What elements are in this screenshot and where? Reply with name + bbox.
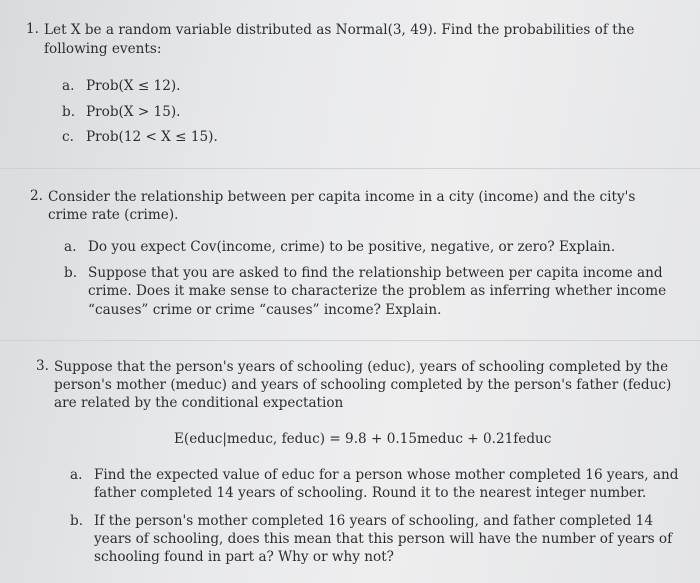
question-2-number: 2. xyxy=(30,188,43,204)
question-2-line-1: Consider the relationship between per capita income in a city (income) and the city's xyxy=(48,189,636,205)
question-3-number: 3. xyxy=(36,358,49,374)
item-text: Suppose that you are asked to find the relationship between per capita income and xyxy=(88,265,663,281)
item-text: Prob(12 < X ≤ 15). xyxy=(86,129,218,145)
question-3-item-b xyxy=(70,512,653,530)
item-text: Prob(X > 15). xyxy=(86,104,181,120)
item-label: b. xyxy=(70,513,84,529)
question-1-item-a xyxy=(62,77,180,95)
question-1-line-1: Let X be a random variable distributed as Normal(3, 49). Find the probabilities of the xyxy=(44,22,635,38)
item-label: a. xyxy=(70,467,83,483)
question-3-item-a xyxy=(70,466,678,484)
question-3-line-3: are related by the conditional expectation xyxy=(54,395,344,411)
section-divider xyxy=(0,340,700,341)
question-2-item-b-line-2: crime. Does it make sense to characterize the problem as inferring whether income xyxy=(88,283,667,299)
question-1-item-c xyxy=(62,128,218,146)
question-3-item-b-line-3: schooling found in part a? Why or why not? xyxy=(94,549,394,565)
question-3-item-b-line-2: years of schooling, does this mean that this person will have the number of years of xyxy=(94,531,673,547)
question-1-number: 1. xyxy=(26,21,39,37)
question-1-item-b xyxy=(62,103,180,121)
section-divider xyxy=(0,168,700,169)
item-label: b. xyxy=(64,265,78,281)
question-2-item-b xyxy=(64,264,663,282)
question-1-line-2: following events: xyxy=(44,41,162,57)
item-label: a. xyxy=(62,78,75,94)
item-label: b. xyxy=(62,104,76,120)
item-label: c. xyxy=(62,129,74,145)
item-text: Prob(X ≤ 12). xyxy=(86,78,181,94)
question-2-line-2: crime rate (crime). xyxy=(48,207,179,223)
question-2-item-a xyxy=(64,238,615,256)
item-label: a. xyxy=(64,239,77,255)
conditional-expectation-equation: E(educ|meduc, feduc) = 9.8 + 0.15meduc + 0.21feduc xyxy=(174,431,552,447)
item-text: Do you expect Cov(income, crime) to be positive, negative, or zero? Explain. xyxy=(88,239,616,255)
question-2-item-b-line-3: “causes” crime or crime “causes” income? Explain. xyxy=(88,302,442,318)
item-text: If the person's mother completed 16 years of schooling, and father completed 14 xyxy=(94,513,653,529)
question-3-item-a-line-2: father completed 14 years of schooling. Round it to the nearest integer number. xyxy=(94,485,647,501)
question-3-line-2: person's mother (meduc) and years of schooling completed by the person's father (feduc) xyxy=(54,377,672,393)
item-text: Find the expected value of educ for a person whose mother completed 16 years, and xyxy=(94,467,679,483)
question-3-line-1: Suppose that the person's years of schooling (educ), years of schooling completed by the xyxy=(54,359,669,375)
